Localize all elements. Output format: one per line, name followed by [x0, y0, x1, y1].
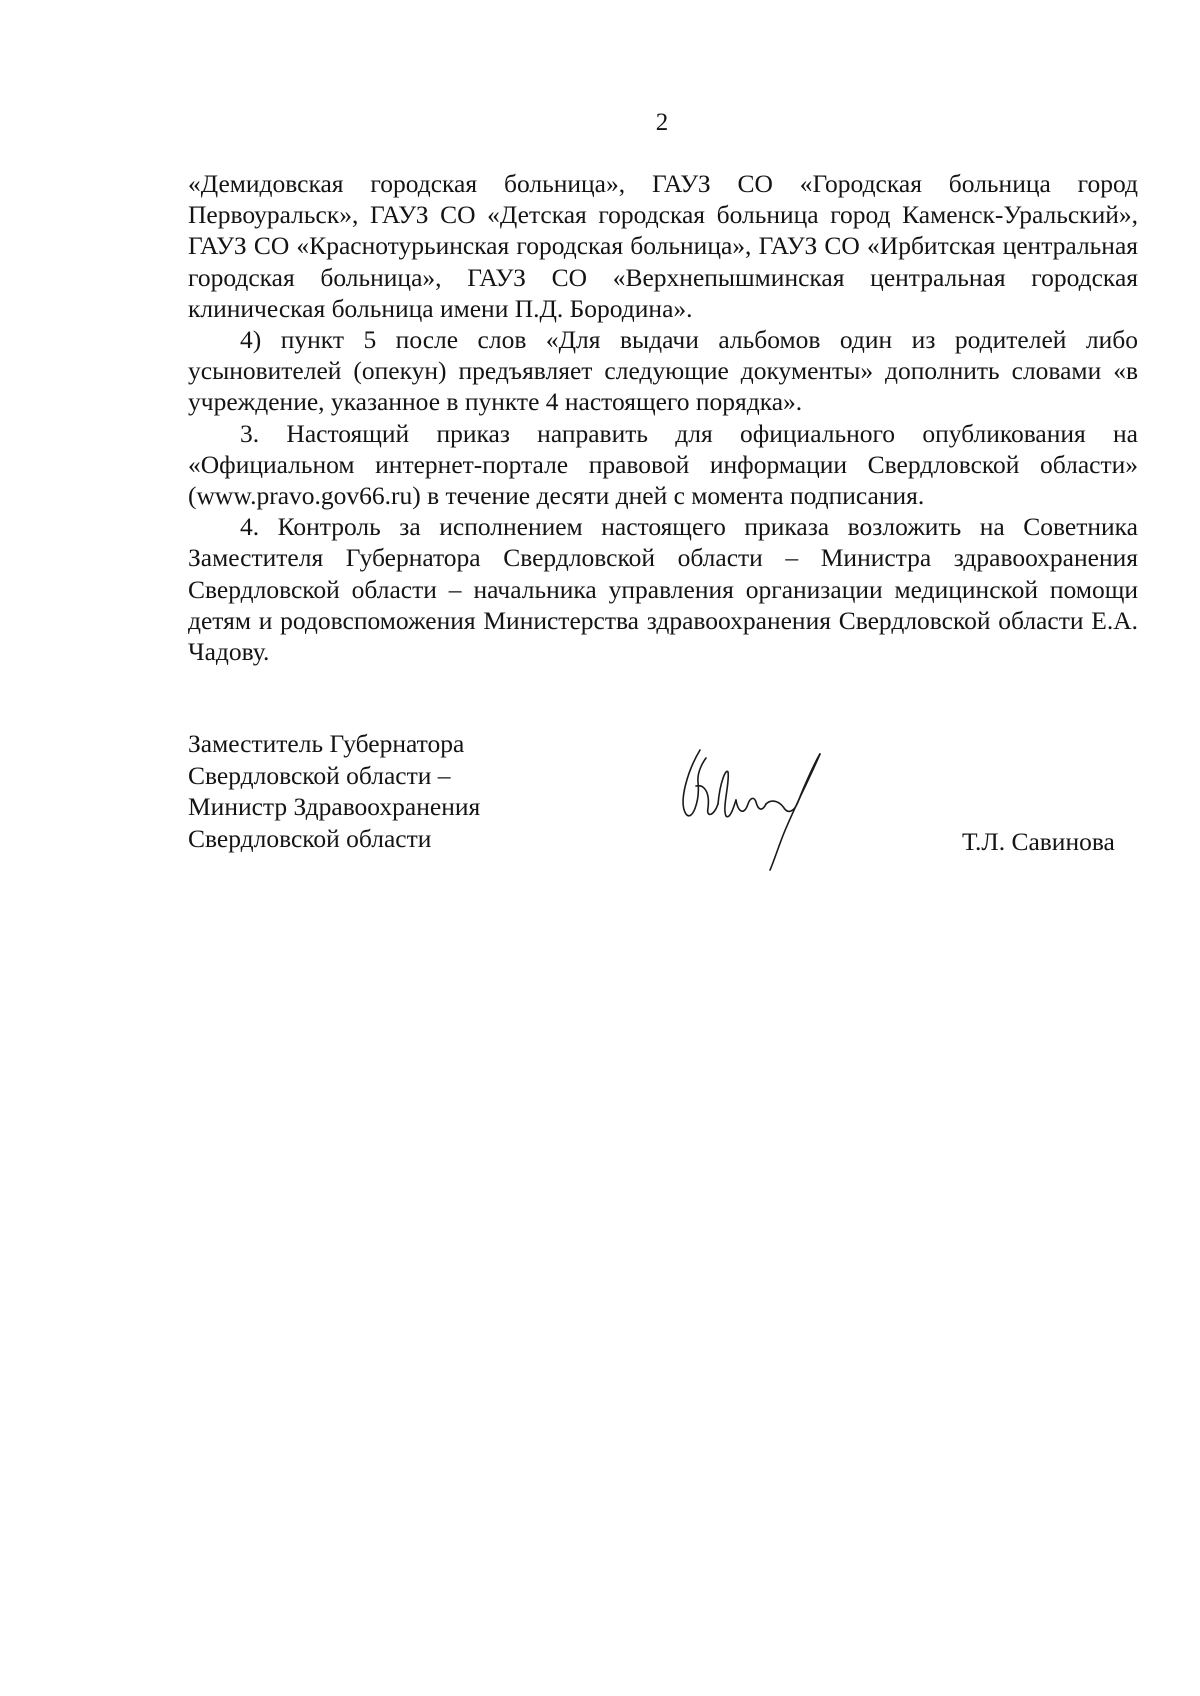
- page-number: 2: [655, 109, 669, 136]
- signatory-name: Т.Л. Савинова: [962, 827, 1115, 856]
- paragraph-continuation: «Демидовская городская больница», ГАУЗ СО «Городская больница город Первоуральск», ГАУЗ СО «Детская городская больница город Каменск-Уральский», ГАУЗ СО «Краснотурьинская городская больница», ГАУЗ СО «Ирбитская центральная городская больница», ГАУЗ СО «Верхнепышминская центральная городская клиническая больница имени П.Д. Бородина».: [188, 169, 1138, 323]
- paragraph-clause-3: 3. Настоящий приказ направить для официального опубликования на «Официальном интернет-портале правовой информации Свердловской области» (www.pravo.gov66.ru) в течение десяти дней с момента подписания.: [188, 418, 1138, 511]
- signatory-title: [188, 728, 480, 854]
- signatory-title-line: Заместитель Губернатора: [188, 729, 465, 758]
- signatory-title-line: Свердловской области –: [188, 760, 451, 790]
- signatory-title-line: Министр Здравоохранения: [188, 792, 481, 821]
- signatory-title-line: Свердловской области: [188, 823, 432, 853]
- handwritten-signature-icon: [670, 742, 870, 872]
- document-body: [188, 168, 1138, 667]
- paragraph-clause-4: 4. Контроль за исполнением настоящего приказа возложить на Советника Заместителя Губернатора Свердловской области – Министра здравоохранения Свердловской области – начальника управления организации медицинской помощи детям и родовспоможения Министерства здравоохранения Свердловской области Е.А. Чадову.: [188, 512, 1138, 667]
- paragraph-item-4: 4) пункт 5 после слов «Для выдачи альбомов один из родителей либо усыновителей (опекун) предъявляет следующие документы» дополнить словами «в учреждение, указанное в пункте 4 настоящего порядка».: [188, 325, 1138, 417]
